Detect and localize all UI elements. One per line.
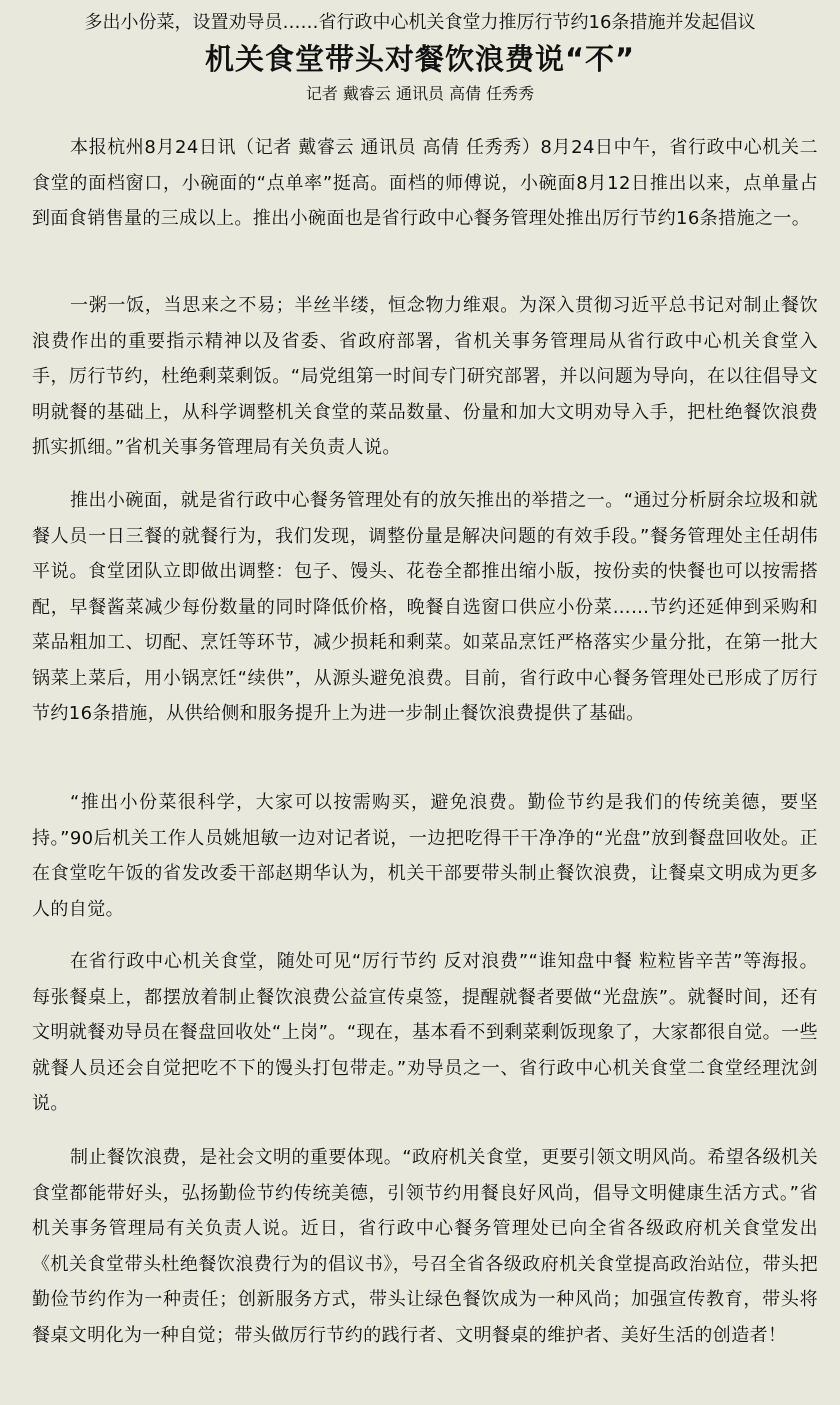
article-paragraph-2: 一粥一饭，当思来之不易；半丝半缕，恒念物力维艰。为深入贯彻习近平总书记对制止餐饮浪费作出的重要指示精神以及省委、省政府部署，省机关事务管理局从省行政中心机关食堂入手，厉行节约，杜绝剩菜剩饭。“局党组第一时间专门研究部署，并以问题为导向，在以往倡导文明就餐的基础上，从科学调整机关食堂的菜品数量、份量和加大文明劝导入手，把杜绝餐饮浪费抓实抓细。”省机关事务管理局有关负责人说。	[32, 295, 818, 458]
article-paragraph-4: “推出小份菜很科学，大家可以按需购买，避免浪费。勤俭节约是我们的传统美德，要坚持。”90后机关工作人员姚旭敏一边对记者说，一边把吃得干干净净的“光盘”放到餐盘回收处。正在食堂吃午饭的省发改委干部赵期华认为，机关干部要带头制止餐饮浪费，让餐桌文明成为更多人的自觉。	[32, 792, 818, 920]
article-headline: 机关食堂带头对餐饮浪费说“不”	[204, 42, 636, 76]
article-paragraph-5: 在省行政中心机关食堂，随处可见“厉行节约 反对浪费”“谁知盘中餐 粒粒皆辛苦”等海报。每张餐桌上，都摆放着制止餐饮浪费公益宣传桌签，提醒就餐者要做“光盘族”。就餐时间，还有文明就餐劝导员在餐盘回收处“上岗”。“现在，基本看不到剩菜剩饭现象了，大家都很自觉。一些就餐人员还会自觉把吃不下的馒头打包带走。”劝导员之一、省行政中心机关食堂二食堂经理沈剑说。	[32, 951, 818, 1114]
article-paragraph-1: 本报杭州8月24日讯（记者 戴睿云 通讯员 高倩 任秀秀）8月24日中午，省行政中心机关二食堂的面档窗口，小碗面的“点单率”挺高。面档的师傅说，小碗面8月12日推出以来，点单量占到面食销售量的三成以上。推出小碗面也是省行政中心餐务管理处推出厉行节约16条措施之一。	[32, 137, 818, 229]
article-byline: 记者 戴睿云 通讯员 高倩 任秀秀	[305, 84, 535, 103]
article-subhead: 多出小份菜，设置劝导员……省行政中心机关食堂力推厉行节约16条措施并发起倡议	[84, 12, 756, 33]
article-paragraph-3: 推出小碗面，就是省行政中心餐务管理处有的放矢推出的举措之一。“通过分析厨余垃圾和就餐人员一日三餐的就餐行为，我们发现，调整份量是解决问题的有效手段。”餐务管理处主任胡伟平说。食堂团队立即做出调整：包子、馒头、花卷全都推出缩小版，按份卖的快餐也可以按需搭配，早餐酱菜减少每份数量的同时降低价格，晚餐自选窗口供应小份菜……节约还延伸到采购和菜品粗加工、切配、烹饪等环节，减少损耗和剩菜。如菜品烹饪严格落实少量分批，在第一批大锅菜上菜后，用小锅烹饪“续供”，从源头避免浪费。目前，省行政中心餐务管理处已形成了厉行节约16条措施，从供给侧和服务提升上为进一步制止餐饮浪费提供了基础。	[32, 490, 818, 724]
article-paragraph-6: 制止餐饮浪费，是社会文明的重要体现。“政府机关食堂，更要引领文明风尚。希望各级机关食堂都能带好头，弘扬勤俭节约传统美德，引领节约用餐良好风尚，倡导文明健康生活方式。”省机关事务管理局有关负责人说。近日，省行政中心餐务管理处已向全省各级政府机关食堂发出《机关食堂带头杜绝餐饮浪费行为的倡议书》，号召全省各级政府机关食堂提高政治站位，带头把勤俭节约作为一种责任；创新服务方式，带头让绿色餐饮成为一种风尚；加强宣传教育，带头将餐桌文明化为一种自觉；带头做厉行节约的践行者、文明餐桌的维护者、美好生活的创造者！	[32, 1147, 818, 1346]
